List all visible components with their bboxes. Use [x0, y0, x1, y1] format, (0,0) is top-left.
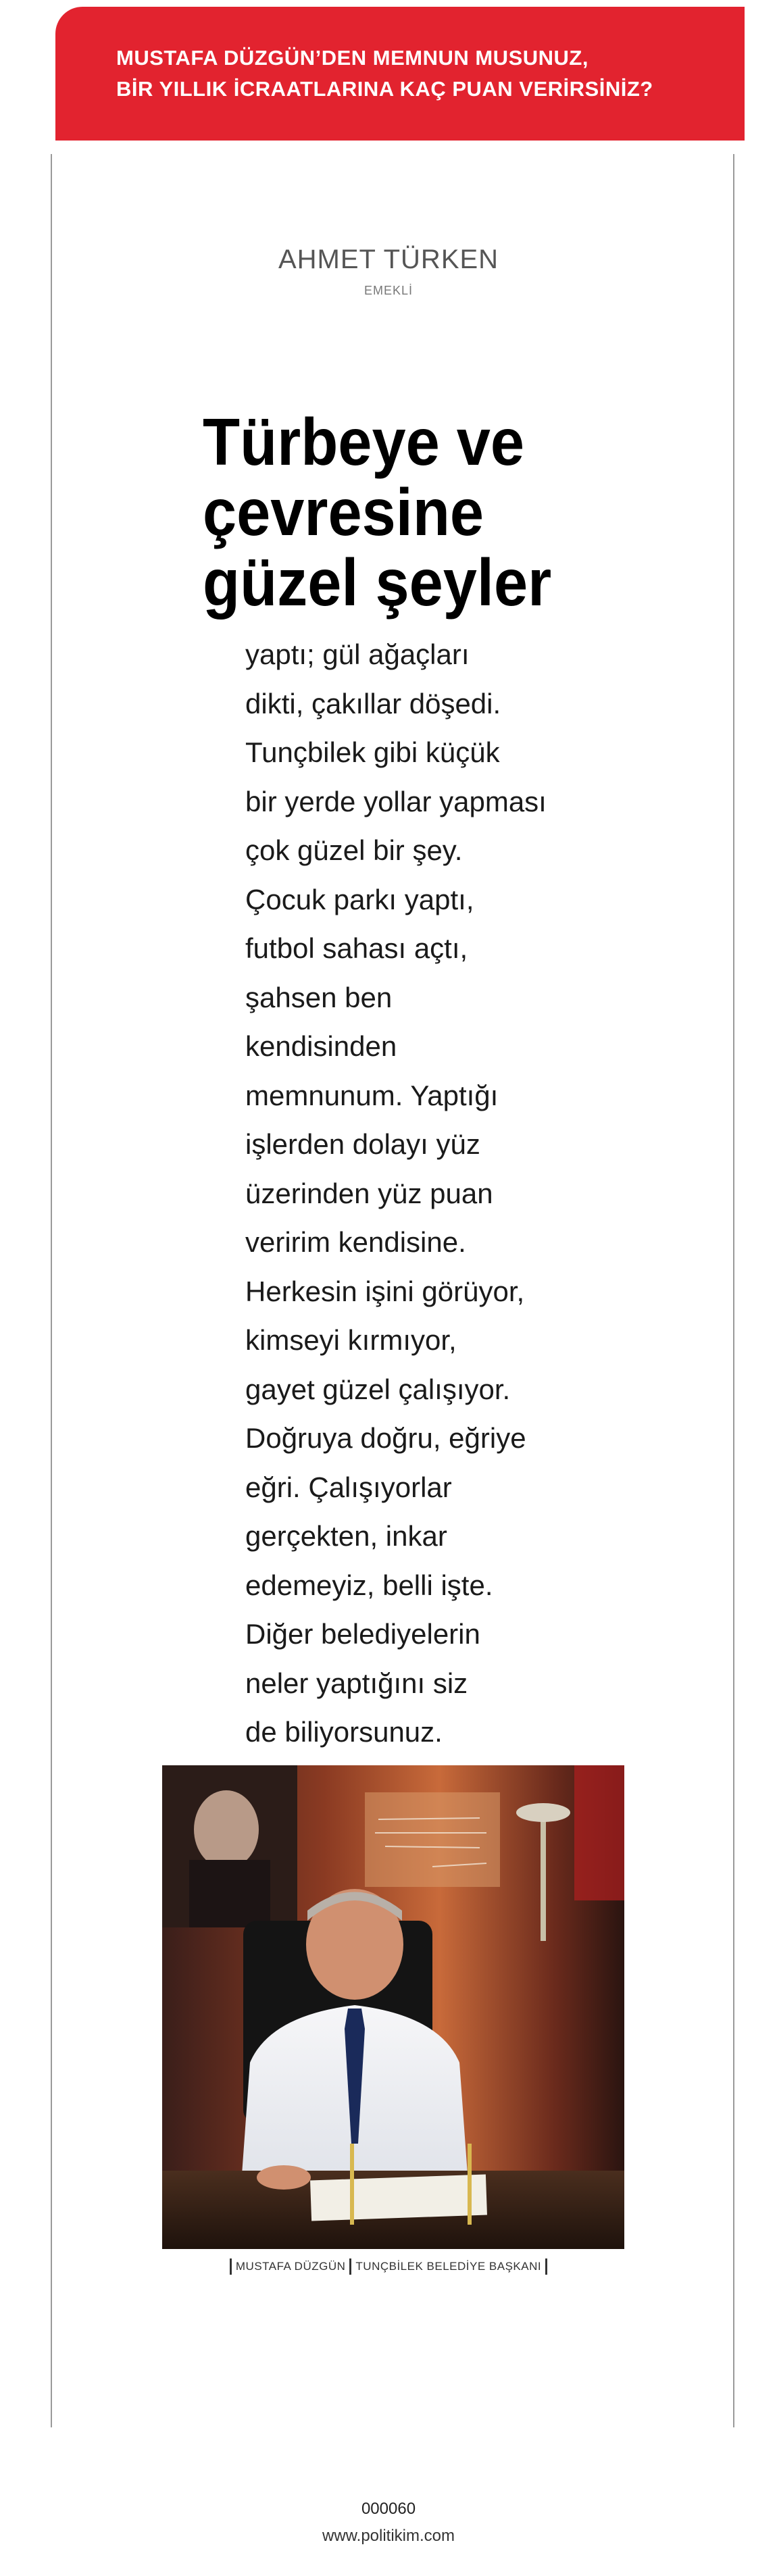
body-line: veririm kendisine.: [245, 1226, 466, 1258]
site-link[interactable]: www.politikim.com: [322, 2527, 455, 2545]
mayor-photo-illustration: [162, 1765, 624, 2249]
body-text: [245, 630, 597, 1757]
caption-name: MUSTAFA DÜZGÜN: [235, 2260, 346, 2273]
body-line: kimseyi kırmıyor,: [245, 1324, 457, 1356]
body-line: dikti, çakıllar döşedi.: [245, 687, 501, 719]
body-line: edemeyiz, belli işte.: [245, 1569, 493, 1601]
photo-caption: [0, 2258, 777, 2275]
person-title: EMEKLİ: [364, 284, 413, 297]
body-line: neler yaptığını siz: [245, 1667, 468, 1699]
left-rule: [51, 154, 52, 2427]
body-line: çok güzel bir şey.: [245, 834, 463, 866]
body-line: işlerden dolayı yüz: [245, 1128, 480, 1160]
body-line: gerçekten, inkar: [245, 1520, 447, 1552]
body-line: eğri. Çalışıyorlar: [245, 1471, 452, 1503]
body-line: şahsen ben: [245, 981, 393, 1013]
headline-line: çevresine: [203, 475, 484, 549]
body-line: kendisinden: [245, 1030, 397, 1062]
header-banner: [55, 7, 745, 141]
banner-line-1: MUSTAFA DÜZGÜN’DEN MEMNUN MUSUNUZ,: [116, 46, 588, 70]
body-line: futbol sahası açtı,: [245, 932, 468, 964]
banner-line-2: BİR YILLIK İCRAATLARINA KAÇ PUAN VERİRSİNİZ?: [116, 77, 653, 101]
headline-line: Türbeye ve: [203, 405, 525, 479]
body-line: Diğer belediyelerin: [245, 1618, 480, 1650]
mayor-photo: [162, 1765, 624, 2249]
body-line: yaptı; gül ağaçları: [245, 638, 470, 670]
headline: [203, 405, 552, 620]
caption-role: TUNÇBİLEK BELEDİYE BAŞKANI: [355, 2260, 542, 2273]
body-line: gayet güzel çalışıyor.: [245, 1373, 511, 1405]
caption-divider: [545, 2258, 547, 2275]
body-line: Tunçbilek gibi küçük: [245, 736, 500, 768]
caption-divider: [230, 2258, 232, 2275]
right-rule: [733, 154, 734, 2427]
body-line: memnunum. Yaptığı: [245, 1079, 499, 1111]
body-line: bir yerde yollar yapması: [245, 785, 547, 817]
person-name: AHMET TÜRKEN: [278, 245, 499, 274]
body-line: de biliyorsunuz.: [245, 1716, 443, 1748]
page-number: 000060: [361, 2500, 416, 2518]
headline-line: güzel şeyler: [203, 545, 552, 620]
body-line: Çocuk parkı yaptı,: [245, 883, 474, 915]
body-line: üzerinden yüz puan: [245, 1177, 493, 1209]
caption-divider: [349, 2258, 351, 2275]
body-line: Herkesin işini görüyor,: [245, 1275, 525, 1307]
body-line: Doğruya doğru, eğriye: [245, 1422, 526, 1454]
